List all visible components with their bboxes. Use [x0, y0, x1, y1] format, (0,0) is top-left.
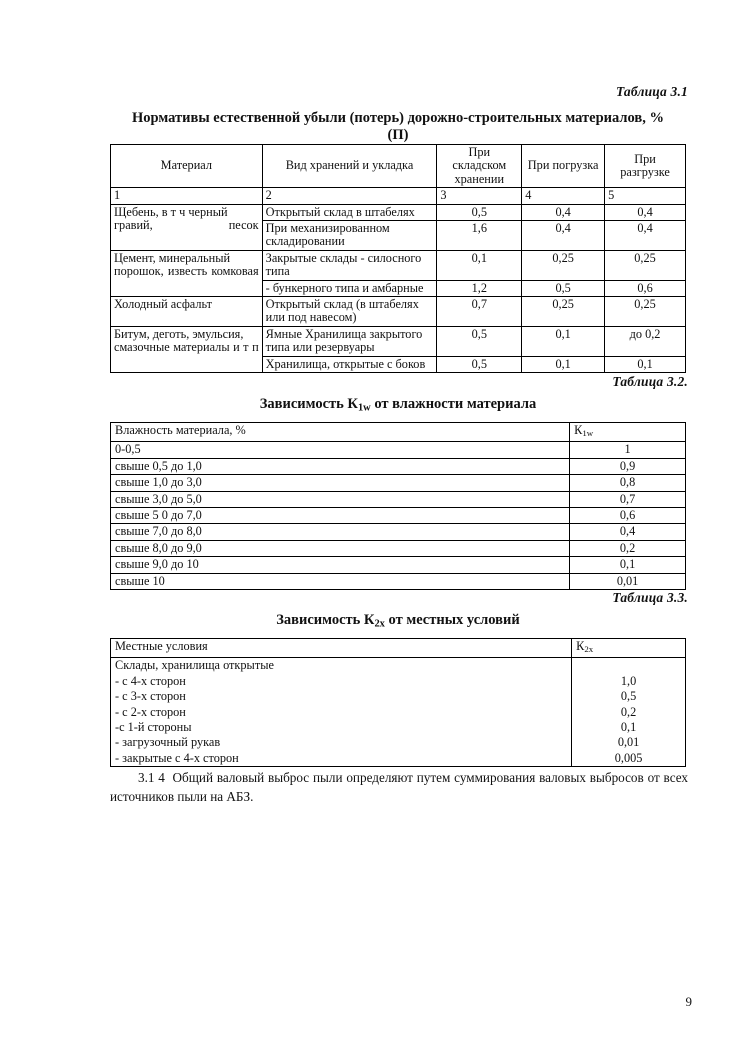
table-row [111, 735, 686, 750]
table-1-v5-3-1: 0,1 [605, 356, 686, 372]
table-row-header [111, 145, 686, 188]
table-1-colnum-4: 4 [522, 188, 605, 204]
table-1-v3-1-1: 1,2 [437, 280, 522, 296]
table-2-value-6: 0,2 [570, 540, 686, 556]
table-2-value-4: 0,6 [570, 507, 686, 523]
table-3-label-3: -с 1-й стороны [111, 720, 572, 735]
table-1-colnum-5: 5 [605, 188, 686, 204]
table-3-value-0: 1,0 [572, 674, 686, 689]
table-row-header [111, 423, 686, 442]
table-3-header-k2x [572, 639, 686, 658]
table-row [111, 658, 686, 674]
table-row [111, 751, 686, 767]
table-row [111, 442, 686, 458]
table-1-storage-1-0: Закрытые склады - силосного типа [262, 250, 437, 280]
table-row [111, 720, 686, 735]
table-1-material-0: Щебень, в т ч черный гравий, песок [111, 204, 263, 250]
table-natural-loss-norms [110, 144, 686, 373]
table-2-value-1: 0,9 [570, 458, 686, 474]
table-2-header-k-letter: К [574, 423, 583, 437]
table-3-value-3: 0,1 [572, 720, 686, 735]
table-1-storage-3-0: Ямные Хранилища закрытого типа или резервуары [262, 326, 437, 356]
table-1-header-loading: При погрузка [522, 145, 605, 188]
table-1-header-material: Материал [111, 145, 263, 188]
table-1-v5-3-0: до 0,2 [605, 326, 686, 356]
table-1-v4-2-0: 0,25 [522, 297, 605, 327]
table-row [111, 674, 686, 689]
table-1-storage-0-1: При механизированном складировании [262, 221, 437, 251]
table-row [111, 573, 686, 589]
table-k1w-moisture [110, 422, 686, 590]
table-3-title-prefix: Зависимость К [276, 612, 375, 628]
table-1-v4-0-0: 0,4 [522, 204, 605, 220]
table-row [111, 204, 686, 220]
table-3-header-k-letter: К [576, 639, 585, 653]
table-3-value-5: 0,005 [572, 751, 686, 767]
table-2-label-7: свыше 9,0 до 10 [111, 557, 570, 573]
table-1-v5-2-0: 0,25 [605, 297, 686, 327]
table-3-value-4: 0,01 [572, 735, 686, 750]
table-1-v3-3-0: 0,5 [437, 326, 522, 356]
table-2-label-3: свыше 3,0 до 5,0 [111, 491, 570, 507]
table-row [111, 540, 686, 556]
table-1-material-3: Битум, деготь, эмульсия, смазочные материалы и т п [111, 326, 263, 372]
table-2-title-suffix: от влажности материала [370, 396, 537, 412]
table-1-material-1: Цемент, минеральный порошок, известь комковая [111, 250, 263, 296]
table-caption-3-3: Таблица 3.3. [612, 590, 688, 605]
table-2-label-8: свыше 10 [111, 573, 570, 589]
table-1-title-line2: (П) [387, 127, 409, 143]
table-1-storage-0-0: Открытый склад в штабелях [262, 204, 437, 220]
table-2-title-prefix: Зависимость К [259, 396, 358, 412]
table-1-v5-1-1: 0,6 [605, 280, 686, 296]
table-2-title [110, 396, 686, 416]
table-3-label-0: - с 4-х сторон [111, 674, 572, 689]
table-row [111, 689, 686, 704]
table-2-label-1: свыше 0,5 до 1,0 [111, 458, 570, 474]
table-1-v3-1-0: 0,1 [437, 250, 522, 280]
table-k2x-local-conditions [110, 638, 686, 767]
table-row [111, 491, 686, 507]
table-1-storage-3-1: Хранилища, открытые с боков [262, 356, 437, 372]
table-1-v3-0-1: 1,6 [437, 221, 522, 251]
table-2-header-k-sub: 1w [582, 427, 594, 438]
table-row [111, 475, 686, 491]
table-3-label-2: - с 2-х сторон [111, 705, 572, 720]
table-1-header-warehouse: При складском хранении [437, 145, 522, 188]
table-2-label-2: свыше 1,0 до 3,0 [111, 475, 570, 491]
table-caption-3-1: Таблица 3.1 [615, 84, 688, 99]
table-2-title-subscript: 1w [357, 402, 371, 414]
table-3-group-label: Склады, хранилища открытые [111, 658, 572, 674]
table-2-header-moisture: Влажность материала, % [111, 423, 570, 442]
table-1-colnum-3: 3 [437, 188, 522, 204]
page-number: 9 [685, 994, 692, 1009]
table-3-header-k-sub: 2х [584, 643, 594, 654]
table-2-header-k1w [570, 423, 686, 442]
table-row [111, 557, 686, 573]
table-row [111, 250, 686, 280]
table-3-title-subscript: 2х [374, 618, 385, 630]
table-1-storage-2-0: Открытый склад (в штабелях или под навесом) [262, 297, 437, 327]
table-1-v5-0-0: 0,4 [605, 204, 686, 220]
table-3-group-value [572, 658, 686, 674]
table-2-label-0: 0-0,5 [111, 442, 570, 458]
paragraph-number: 3.1 4 [138, 770, 165, 785]
paragraph-text: Общий валовый выброс пыли определяют путем суммирования валовых выбросов от всех источников пыли на АБЗ. [110, 770, 688, 804]
table-2-label-5: свыше 7,0 до 8,0 [111, 524, 570, 540]
table-row [111, 705, 686, 720]
table-3-title [110, 612, 686, 632]
table-1-v5-0-1: 0,4 [605, 221, 686, 251]
table-3-title-suffix: от местных условий [384, 612, 520, 628]
table-1-header-unloading: При разгрузке [605, 145, 686, 188]
table-1-header-storage: Вид хранений и укладка [262, 145, 437, 188]
table-1-v4-3-0: 0,1 [522, 326, 605, 356]
table-row [111, 507, 686, 523]
table-1-material-2: Холодный асфальт [111, 297, 263, 327]
table-1-v3-0-0: 0,5 [437, 204, 522, 220]
table-1-v3-2-0: 0,7 [437, 297, 522, 327]
table-1-v4-0-1: 0,4 [522, 221, 605, 251]
table-row [111, 458, 686, 474]
table-3-label-1: - с 3-х сторон [111, 689, 572, 704]
table-3-value-2: 0,2 [572, 705, 686, 720]
table-row [111, 326, 686, 356]
table-1-title [110, 110, 686, 144]
table-2-value-2: 0,8 [570, 475, 686, 491]
table-row [111, 524, 686, 540]
table-2-value-8: 0,01 [570, 573, 686, 589]
table-3-label-5: - закрытые с 4-х сторон [111, 751, 572, 767]
table-1-v5-1-0: 0,25 [605, 250, 686, 280]
table-1-colnum-1: 1 [111, 188, 263, 204]
table-3-label-4: - загрузочный рукав [111, 735, 572, 750]
table-1-v4-1-1: 0,5 [522, 280, 605, 296]
table-row-header [111, 639, 686, 658]
table-row [111, 297, 686, 327]
table-1-storage-1-1: - бункерного типа и амбарные [262, 280, 437, 296]
table-2-label-6: свыше 8,0 до 9,0 [111, 540, 570, 556]
table-1-v4-1-0: 0,25 [522, 250, 605, 280]
table-2-value-3: 0,7 [570, 491, 686, 507]
table-2-value-0: 1 [570, 442, 686, 458]
paragraph-3-1-4 [110, 768, 688, 806]
table-3-header-conditions: Местные условия [111, 639, 572, 658]
table-1-colnum-2: 2 [262, 188, 437, 204]
table-1-v4-3-1: 0,1 [522, 356, 605, 372]
table-1-title-line1: Нормативы естественной убыли (потерь) дорожно-строительных материалов, % [132, 110, 664, 126]
table-caption-3-2: Таблица 3.2. [612, 374, 688, 389]
table-2-label-4: свыше 5 0 до 7,0 [111, 507, 570, 523]
table-2-value-5: 0,4 [570, 524, 686, 540]
table-2-value-7: 0,1 [570, 557, 686, 573]
table-3-value-1: 0,5 [572, 689, 686, 704]
table-1-v3-3-1: 0,5 [437, 356, 522, 372]
table-row-numbering [111, 188, 686, 204]
